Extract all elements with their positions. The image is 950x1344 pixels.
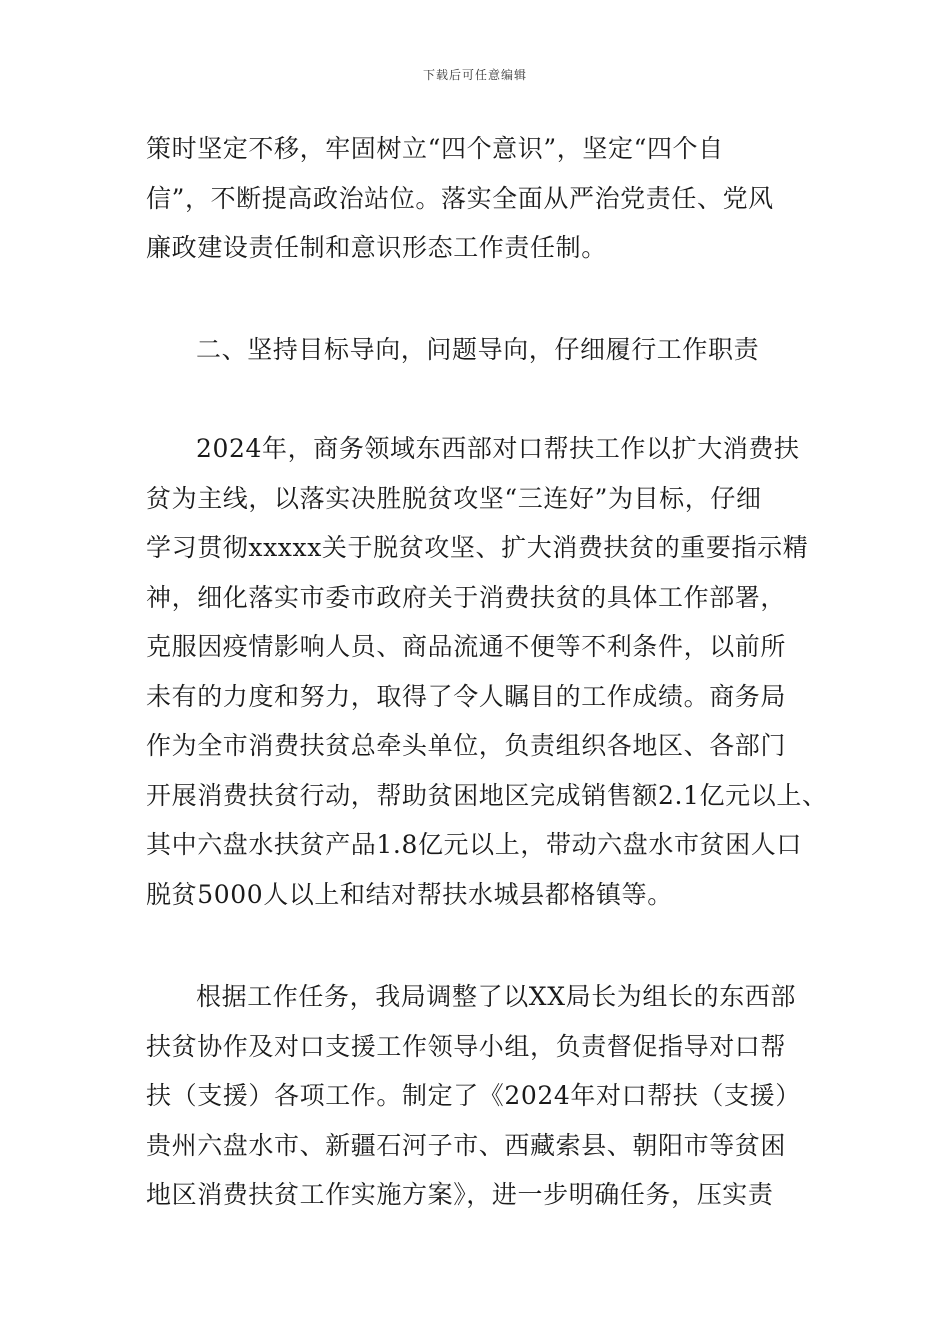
paragraph-line: 廉政建设责任制和意识形态工作责任制。 xyxy=(146,233,607,262)
paragraph-line: 根据工作任务，我局调整了以XX局长为组长的东西部 xyxy=(196,982,796,1011)
paragraph-line: 其中六盘水扶贫产品1.8亿元以上，带动六盘水市贫困人口 xyxy=(146,830,802,859)
paragraph-line: 作为全市消费扶贫总牵头单位，负责组织各地区、各部门 xyxy=(146,731,787,760)
paragraph-line: 开展消费扶贫行动，帮助贫困地区完成销售额2.1亿元以上、 xyxy=(146,780,828,810)
paragraph-line: 克服因疫情影响人员、商品流通不便等不利条件，以前所 xyxy=(146,632,787,661)
section-heading xyxy=(146,325,806,375)
paragraph-line: 扶贫协作及对口支援工作领导小组，负责督促指导对口帮 xyxy=(146,1031,787,1061)
paragraph-4 xyxy=(146,972,806,1220)
paragraph-line: 神，细化落实市委市政府关于消费扶贫的具体工作部署， xyxy=(146,582,787,612)
paragraph-line: 2024年，商务领域东西部对口帮扶工作以扩大消费扶 xyxy=(196,434,800,463)
paragraph-line: 贵州六盘水市、新疆石河子市、西藏索县、朝阳市等贫困 xyxy=(146,1130,787,1160)
paragraph-line: 学习贯彻xxxxx关于脱贫攻坚、扩大消费扶贫的重要指示精 xyxy=(146,533,809,562)
paragraph-line: 信”，不断提高政治站位。落实全面从严治党责任、党风 xyxy=(146,183,774,213)
paragraph-line: 未有的力度和努力，取得了令人瞩目的工作成绩。商务局 xyxy=(146,681,787,711)
paragraph-line: 地区消费扶贫工作实施方案》，进一步明确任务，压实责 xyxy=(146,1180,774,1209)
paragraph-line: 扶（支援）各项工作。制定了《2024年对口帮扶（支援） xyxy=(146,1081,801,1110)
paragraph-line: 脱贫5000人以上和结对帮扶水城县都格镇等。 xyxy=(146,879,673,909)
paragraph-3 xyxy=(146,424,828,919)
paragraph-line: 策时坚定不移，牢固树立“四个意识”，坚定“四个自 xyxy=(146,134,724,163)
header-note: 下载后可任意编辑 xyxy=(422,68,527,82)
paragraph-line: 贫为主线，以落实决胜脱贫攻坚“三连好”为目标，仔细 xyxy=(146,483,762,513)
section-heading-text: 二、坚持目标导向，问题导向，仔细履行工作职责 xyxy=(196,335,760,364)
paragraph-1 xyxy=(146,124,806,273)
